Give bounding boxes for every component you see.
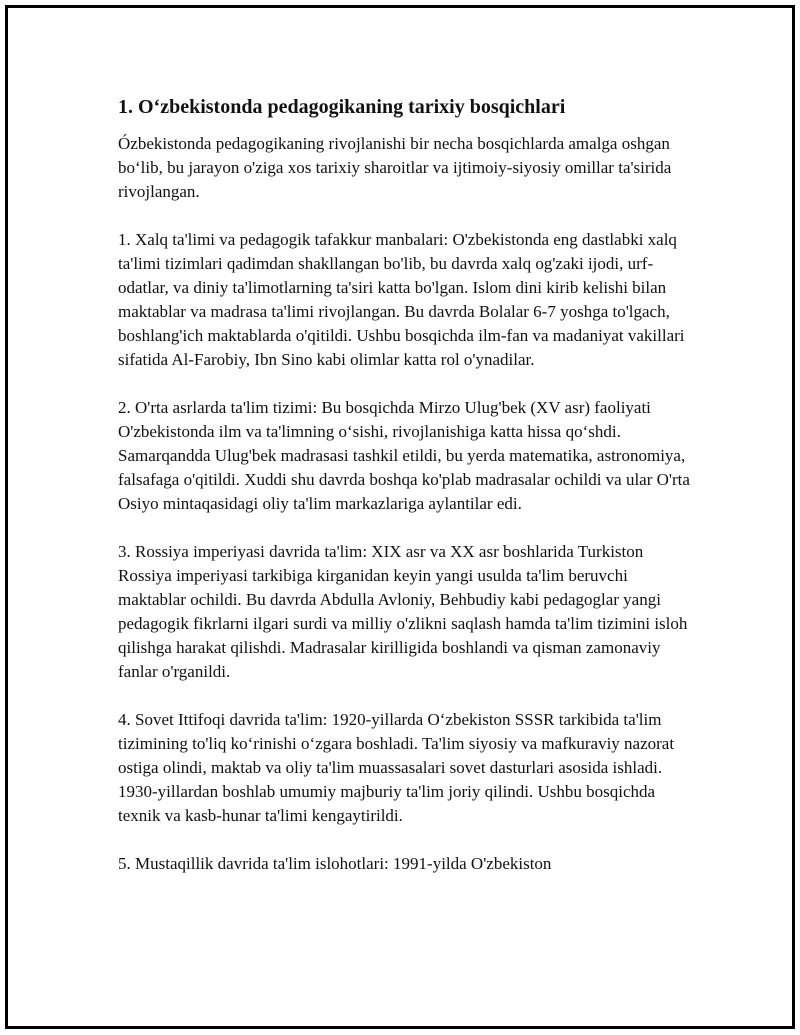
intro-paragraph: Ózbekistonda pedagogikaning rivojlanishi bir necha bosqichlarda amalga oshgan bo‘lib, bu jarayon o'ziga xos tarixiy sharoitlar va ijtimoiy-siyosiy omillar ta'sirida rivojlangan. [118,134,672,201]
section-heading: 1. O‘zbekistonda pedagogikaning tarixiy bosqichlari [118,96,566,118]
paragraph-middle-ages: 2. O'rta asrlarda ta'lim tizimi: Bu bosqichda Mirzo Ulug'bek (XV asr) faoliyati O'zbekistonda ilm va ta'limning o‘sishi, rivojlanishiga katta hissa qo‘shdi. Samarqandda Ulug'bek madrasasi tashkil etildi, bu yerda matematika, astronomiya, falsafaga o'qitildi. Xuddi shu davrda boshqa ko'plab madrasalar ochildi va ular O'rta Osiyo mintaqasidagi oliy ta'lim markazlariga aylantilar edi. [118,398,690,513]
paragraph-folk-education: 1. Xalq ta'limi va pedagogik tafakkur manbalari: O'zbekistonda eng dastlabki xalq ta'limi tizimlari qadimdan shakllangan bo'lib, bu davrda xalq og'zaki ijodi, urf-odatlar, va diniy ta'limotlarning ta'siri katta bo'lgan. Islom dini kirib kelishi bilan maktablar va madrasa ta'limi rivojlangan. Bu davrda Bolalar 6-7 yoshga to'lgach, boshlang'ich maktablarda o'qitildi. Ushbu bosqichda ilm-fan va madaniyat vakillari sifatida Al-Farobiy, Ibn Sino kabi olimlar katta rol o'ynadilar. [118,230,685,369]
document-body [118,94,698,876]
paragraph-soviet-era: 4. Sovet Ittifoqi davrida ta'lim: 1920-yillarda O‘zbekiston SSSR tarkibida ta'lim tizimining to'liq ko‘rinishi o‘zgara boshladi. Ta'lim siyosiy va mafkuraviy nazorat ostiga olindi, maktab va oliy ta'lim muassasalari sovet dasturlari asosida ishladi. 1930-yillardan boshlab umumiy majburiy ta'lim joriy qilindi. Ushbu bosqichda texnik va kasb-hunar ta'limi kengaytirildi. [118,710,675,825]
paragraph-independence: 5. Mustaqillik davrida ta'lim islohotlari: 1991-yilda O'zbekiston [118,854,552,873]
paragraph-russian-empire: 3. Rossiya imperiyasi davrida ta'lim: XIX asr va XX asr boshlarida Turkiston Rossiya imperiyasi tarkibiga kirganidan keyin yangi usulda ta'lim beruvchi maktablar ochildi. Bu davrda Abdulla Avloniy, Behbudiy kabi pedagoglar yangi pedagogik fikrlarni ilgari surdi va milliy o'zlikni saqlash hamda ta'lim tizimini isloh qilishga harakat qilishdi. Madrasalar kirilligida boshlandi va qisman zamonaviy fanlar o'rganildi. [118,542,688,681]
